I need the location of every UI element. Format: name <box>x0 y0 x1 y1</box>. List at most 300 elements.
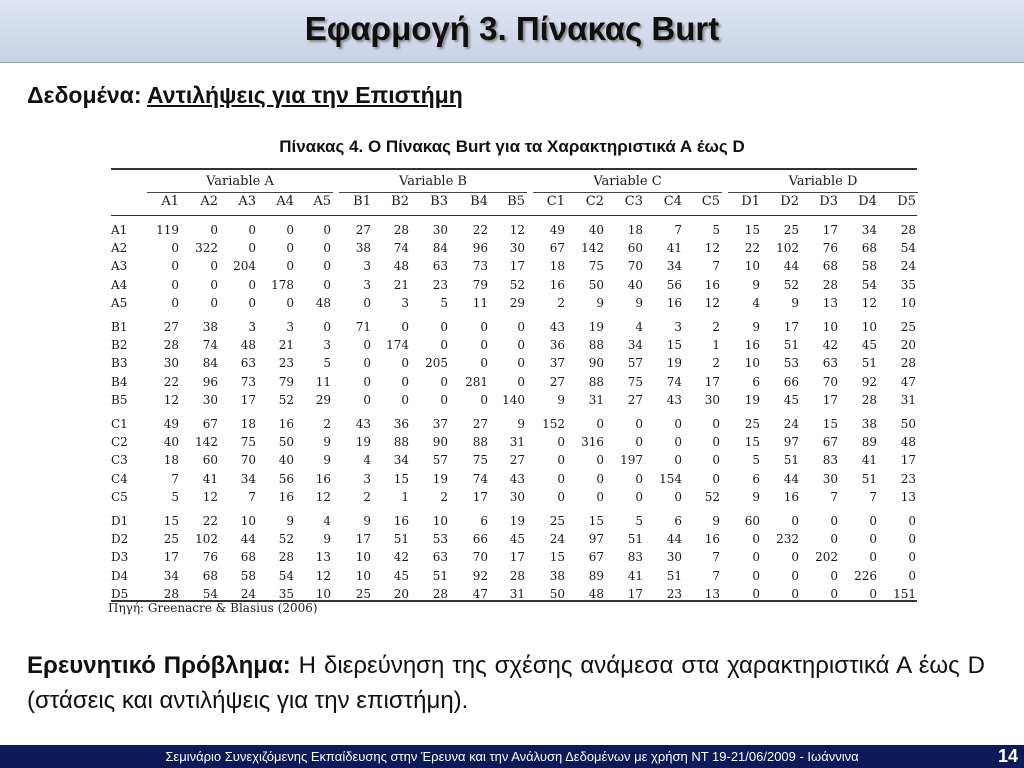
table-cell: 7 <box>830 489 838 504</box>
table-cell: 0 <box>791 550 799 565</box>
table-cell: 42 <box>393 550 409 565</box>
column-header: D3 <box>819 194 838 209</box>
table-cell: 0 <box>674 435 682 450</box>
table-cell: 4 <box>635 320 643 334</box>
table-cell: 23 <box>278 356 294 371</box>
table-cell: 0 <box>440 374 448 389</box>
table-cell: 34 <box>163 568 179 583</box>
table-cell: 0 <box>557 489 565 504</box>
table-cell: 27 <box>355 223 371 237</box>
table-cell: 24 <box>900 259 916 274</box>
table-cell: 316 <box>581 435 604 450</box>
table-cell: 17 <box>627 586 643 601</box>
table-cell: 74 <box>666 374 682 389</box>
table-cell: 3 <box>363 471 371 486</box>
column-header: B1 <box>353 194 371 209</box>
table-cell: 0 <box>171 295 179 310</box>
table-cell: 2 <box>440 489 448 504</box>
column-header: A3 <box>238 194 256 209</box>
table-cell: 0 <box>908 514 916 528</box>
table-cell: 44 <box>783 471 799 486</box>
table-cell: 9 <box>517 417 525 431</box>
table-cell: 0 <box>752 550 760 565</box>
table-cell: 51 <box>666 568 682 583</box>
table-cell: 17 <box>472 489 488 504</box>
table-cell: 31 <box>509 586 525 601</box>
table-cell: 44 <box>666 532 682 547</box>
table-cell: 3 <box>674 320 682 334</box>
table-cell: 3 <box>363 259 371 274</box>
table-cell: 10 <box>744 259 760 274</box>
table-cell: 10 <box>355 568 371 583</box>
table-cell: 0 <box>869 550 877 565</box>
table-cell: 83 <box>822 453 838 468</box>
table-cell: 18 <box>627 223 643 237</box>
table-cell: 0 <box>363 338 371 353</box>
table-cell: 13 <box>315 550 331 565</box>
table-cell: 152 <box>542 417 565 431</box>
table-cell: 0 <box>323 320 331 334</box>
table-cell: 25 <box>783 223 799 237</box>
table-cell: 30 <box>704 392 720 407</box>
table-cell: 16 <box>783 489 799 504</box>
table-cell: 10 <box>355 550 371 565</box>
table-cell: 0 <box>557 453 565 468</box>
variable-group-header: Variable A <box>147 171 333 193</box>
table-cell: 21 <box>278 338 294 353</box>
table-cell: 43 <box>509 471 525 486</box>
table-cell: 70 <box>627 259 643 274</box>
table-cell: 28 <box>822 277 838 292</box>
column-header: A5 <box>313 194 331 209</box>
table-cell: 19 <box>355 435 371 450</box>
table-cell: 12 <box>315 489 331 504</box>
table-cell: 90 <box>588 356 604 371</box>
table-cell: 35 <box>278 586 294 601</box>
table-cell: 71 <box>355 320 371 334</box>
column-header: C1 <box>546 194 565 209</box>
table-cell: 75 <box>240 435 256 450</box>
table-cell: 92 <box>472 568 488 583</box>
table-cell: 0 <box>323 277 331 292</box>
table-cell: 15 <box>666 338 682 353</box>
table-cell: 0 <box>401 356 409 371</box>
table-cell: 84 <box>202 356 218 371</box>
table-cell: 44 <box>240 532 256 547</box>
table-cell: 0 <box>869 532 877 547</box>
table-cell: 41 <box>861 453 877 468</box>
table-cell: 30 <box>822 471 838 486</box>
table-cell: 28 <box>393 223 409 237</box>
table-cell: 89 <box>588 568 604 583</box>
table-cell: 67 <box>202 417 218 431</box>
table-cell: 15 <box>549 550 565 565</box>
table-cell: 119 <box>156 223 179 237</box>
table-cell: 76 <box>202 550 218 565</box>
table-cell: 16 <box>278 489 294 504</box>
table-cell: 9 <box>286 514 294 528</box>
table-cell: 66 <box>472 532 488 547</box>
column-header: B3 <box>430 194 448 209</box>
table-cell: 7 <box>712 550 720 565</box>
table-cell: 12 <box>704 295 720 310</box>
table-cell: 17 <box>240 392 256 407</box>
table-cell: 31 <box>509 435 525 450</box>
column-header: D2 <box>780 194 799 209</box>
row-label: C2 <box>111 435 128 450</box>
column-header: C5 <box>701 194 720 209</box>
table-cell: 24 <box>783 417 799 431</box>
table-cell: 0 <box>830 532 838 547</box>
table-cell: 57 <box>627 356 643 371</box>
table-cell: 50 <box>549 586 565 601</box>
table-cell: 17 <box>822 392 838 407</box>
row-label: B1 <box>111 320 128 334</box>
table-cell: 10 <box>744 356 760 371</box>
table-cell: 52 <box>704 489 720 504</box>
data-topic-link[interactable]: Αντιλήψεις για την Επιστήμη <box>147 82 463 108</box>
table-cell: 0 <box>248 295 256 310</box>
table-cell: 17 <box>509 259 525 274</box>
column-header: D1 <box>741 194 760 209</box>
table-cell: 73 <box>240 374 256 389</box>
table-cell: 28 <box>509 568 525 583</box>
table-cell: 9 <box>596 295 604 310</box>
table-cell: 202 <box>815 550 838 565</box>
research-problem <box>27 648 985 718</box>
table-cell: 70 <box>472 550 488 565</box>
table-cell: 7 <box>171 471 179 486</box>
table-cell: 16 <box>666 295 682 310</box>
table-cell: 0 <box>517 320 525 334</box>
table-cell: 0 <box>440 392 448 407</box>
table-cell: 5 <box>440 295 448 310</box>
table-cell: 0 <box>480 338 488 353</box>
table-cell: 58 <box>240 568 256 583</box>
table-cell: 142 <box>195 435 218 450</box>
table-cell: 97 <box>588 532 604 547</box>
table-cell: 15 <box>744 223 760 237</box>
table-cell: 74 <box>472 471 488 486</box>
table-cell: 52 <box>509 277 525 292</box>
table-cell: 17 <box>509 550 525 565</box>
table-cell: 67 <box>588 550 604 565</box>
table-rule <box>111 215 917 216</box>
table-cell: 0 <box>363 356 371 371</box>
table-cell: 0 <box>557 435 565 450</box>
table-cell: 10 <box>240 514 256 528</box>
table-cell: 0 <box>752 586 760 601</box>
variable-group-header: Variable C <box>533 171 722 193</box>
table-cell: 58 <box>861 259 877 274</box>
table-cell: 0 <box>210 223 218 237</box>
table-cell: 12 <box>163 392 179 407</box>
table-cell: 0 <box>712 471 720 486</box>
row-label: D5 <box>111 586 129 601</box>
row-label: A2 <box>111 241 128 256</box>
table-cell: 70 <box>822 374 838 389</box>
table-cell: 48 <box>315 295 331 310</box>
table-cell: 23 <box>432 277 448 292</box>
table-cell: 25 <box>355 586 371 601</box>
table-cell: 18 <box>163 453 179 468</box>
row-label: D3 <box>111 550 129 565</box>
table-cell: 22 <box>744 241 760 256</box>
table-cell: 7 <box>712 568 720 583</box>
table-cell: 79 <box>472 277 488 292</box>
table-cell: 38 <box>549 568 565 583</box>
table-cell: 7 <box>869 489 877 504</box>
table-cell: 9 <box>323 435 331 450</box>
table-cell: 102 <box>195 532 218 547</box>
table-cell: 5 <box>323 356 331 371</box>
slide-title: Εφαρμογή 3. Πίνακας Burt <box>304 10 720 47</box>
table-cell: 31 <box>900 392 916 407</box>
table-cell: 60 <box>744 514 760 528</box>
table-cell: 17 <box>355 532 371 547</box>
table-cell: 3 <box>248 320 256 334</box>
table-cell: 48 <box>240 338 256 353</box>
footer-text: Σεμινάριο Συνεχιζόμενης Εκπαίδευσης στην Έρευνα και την Ανάλυση Δεδομένων με χρήση ΝΤ 19-21/06/2009 - Ιωάννινα <box>165 749 859 764</box>
column-header: B4 <box>470 194 488 209</box>
table-cell: 140 <box>502 392 525 407</box>
variable-group-header: Variable D <box>728 171 918 193</box>
table-cell: 96 <box>202 374 218 389</box>
table-cell: 27 <box>509 453 525 468</box>
table-cell: 0 <box>752 532 760 547</box>
table-cell: 0 <box>791 514 799 528</box>
table-cell: 2 <box>557 295 565 310</box>
table-cell: 54 <box>278 568 294 583</box>
table-cell: 0 <box>830 568 838 583</box>
table-cell: 205 <box>425 356 448 371</box>
table-cell: 13 <box>900 489 916 504</box>
table-caption: Πίνακας 4. Ο Πίνακας Burt για τα Χαρακτηριστικά Α έως D <box>279 137 745 156</box>
research-problem-label: Ερευνητικό Πρόβλημα: <box>27 652 291 679</box>
table-cell: 28 <box>900 356 916 371</box>
table-cell: 18 <box>549 259 565 274</box>
table-cell: 0 <box>752 568 760 583</box>
table-cell: 281 <box>465 374 488 389</box>
table-cell: 2 <box>712 320 720 334</box>
table-cell: 23 <box>666 586 682 601</box>
table-cell: 38 <box>355 241 371 256</box>
table-cell: 28 <box>900 223 916 237</box>
table-cell: 0 <box>248 241 256 256</box>
column-header: A1 <box>161 194 179 209</box>
table-cell: 30 <box>202 392 218 407</box>
table-cell: 154 <box>659 471 682 486</box>
table-cell: 0 <box>171 241 179 256</box>
table-cell: 76 <box>822 241 838 256</box>
table-cell: 0 <box>791 586 799 601</box>
table-cell: 4 <box>323 514 331 528</box>
table-cell: 68 <box>822 259 838 274</box>
table-cell: 0 <box>674 453 682 468</box>
table-cell: 57 <box>432 453 448 468</box>
table-cell: 41 <box>202 471 218 486</box>
table-cell: 0 <box>596 471 604 486</box>
table-cell: 34 <box>627 338 643 353</box>
table-cell: 0 <box>248 277 256 292</box>
table-cell: 6 <box>674 514 682 528</box>
table-rule <box>111 168 917 170</box>
table-cell: 0 <box>248 223 256 237</box>
row-label: C1 <box>111 417 128 431</box>
row-label: A1 <box>111 223 128 237</box>
table-cell: 9 <box>712 514 720 528</box>
table-cell: 16 <box>393 514 409 528</box>
table-cell: 43 <box>666 392 682 407</box>
table-cell: 79 <box>278 374 294 389</box>
table-cell: 0 <box>635 489 643 504</box>
row-label: D2 <box>111 532 129 547</box>
table-cell: 15 <box>744 435 760 450</box>
table-cell: 0 <box>401 320 409 334</box>
table-cell: 12 <box>861 295 877 310</box>
table-cell: 22 <box>163 374 179 389</box>
table-cell: 31 <box>588 392 604 407</box>
table-cell: 16 <box>704 532 720 547</box>
table-cell: 0 <box>791 568 799 583</box>
table-cell: 45 <box>783 392 799 407</box>
table-cell: 0 <box>171 259 179 274</box>
column-header: B2 <box>391 194 409 209</box>
table-cell: 10 <box>315 586 331 601</box>
table-cell: 0 <box>908 532 916 547</box>
table-cell: 322 <box>195 241 218 256</box>
table-cell: 0 <box>210 295 218 310</box>
table-cell: 0 <box>830 514 838 528</box>
table-cell: 67 <box>822 435 838 450</box>
table-cell: 20 <box>393 586 409 601</box>
table-cell: 232 <box>776 532 799 547</box>
table-cell: 0 <box>323 241 331 256</box>
table-cell: 30 <box>666 550 682 565</box>
table-cell: 48 <box>900 435 916 450</box>
table-cell: 29 <box>315 392 331 407</box>
page-number: 14 <box>997 746 1018 766</box>
table-cell: 0 <box>440 338 448 353</box>
table-cell: 30 <box>509 489 525 504</box>
research-problem-text: Η διερεύνηση της σχέσης ανάμεσα στα χαρακτηριστικά Α έως D (στάσεις και αντιλήψεις για την επιστήμη). <box>27 652 985 714</box>
table-cell: 60 <box>627 241 643 256</box>
table-cell: 66 <box>783 374 799 389</box>
row-label: B2 <box>111 338 128 353</box>
table-cell: 50 <box>900 417 916 431</box>
table-cell: 54 <box>900 241 916 256</box>
table-cell: 54 <box>861 277 877 292</box>
table-cell: 17 <box>900 453 916 468</box>
table-cell: 0 <box>908 550 916 565</box>
table-cell: 34 <box>861 223 877 237</box>
table-cell: 40 <box>278 453 294 468</box>
table-cell: 43 <box>549 320 565 334</box>
table-cell: 25 <box>744 417 760 431</box>
column-header: A4 <box>276 194 294 209</box>
table-cell: 50 <box>588 277 604 292</box>
column-header: D5 <box>897 194 916 209</box>
table-cell: 51 <box>432 568 448 583</box>
table-cell: 15 <box>163 514 179 528</box>
data-heading <box>27 82 463 109</box>
table-cell: 2 <box>323 417 331 431</box>
table-cell: 0 <box>480 356 488 371</box>
column-header: A2 <box>200 194 218 209</box>
table-cell: 19 <box>666 356 682 371</box>
table-cell: 97 <box>783 435 799 450</box>
table-cell: 9 <box>752 277 760 292</box>
table-cell: 30 <box>432 223 448 237</box>
table-cell: 4 <box>752 295 760 310</box>
table-cell: 51 <box>783 338 799 353</box>
table-cell: 178 <box>271 277 294 292</box>
table-cell: 63 <box>432 259 448 274</box>
table-cell: 60 <box>202 453 218 468</box>
column-header: C2 <box>585 194 604 209</box>
table-cell: 226 <box>854 568 877 583</box>
table-cell: 5 <box>635 514 643 528</box>
row-label: A3 <box>111 259 128 274</box>
table-cell: 25 <box>900 320 916 334</box>
table-cell: 40 <box>588 223 604 237</box>
table-cell: 0 <box>286 259 294 274</box>
table-cell: 28 <box>432 586 448 601</box>
row-label: C5 <box>111 489 128 504</box>
table-cell: 68 <box>240 550 256 565</box>
table-cell: 3 <box>401 295 409 310</box>
title-bar <box>0 0 1024 63</box>
table-cell: 2 <box>712 356 720 371</box>
table-cell: 9 <box>363 514 371 528</box>
table-cell: 12 <box>315 568 331 583</box>
table-cell: 51 <box>861 471 877 486</box>
table-cell: 0 <box>286 295 294 310</box>
table-cell: 41 <box>666 241 682 256</box>
table-cell: 0 <box>440 320 448 334</box>
table-cell: 49 <box>549 223 565 237</box>
table-cell: 0 <box>869 514 877 528</box>
table-cell: 45 <box>393 568 409 583</box>
table-cell: 151 <box>893 586 916 601</box>
row-label: A4 <box>111 277 128 292</box>
table-cell: 19 <box>744 392 760 407</box>
table-cell: 34 <box>666 259 682 274</box>
table-cell: 0 <box>171 277 179 292</box>
table-cell: 7 <box>248 489 256 504</box>
table-cell: 5 <box>171 489 179 504</box>
table-cell: 16 <box>744 338 760 353</box>
table-cell: 38 <box>202 320 218 334</box>
table-cell: 11 <box>315 374 331 389</box>
table-cell: 0 <box>635 471 643 486</box>
table-cell: 9 <box>791 295 799 310</box>
table-cell: 9 <box>635 295 643 310</box>
row-label: D1 <box>111 514 129 528</box>
table-cell: 25 <box>549 514 565 528</box>
table-cell: 17 <box>163 550 179 565</box>
table-cell: 37 <box>432 417 448 431</box>
table-cell: 28 <box>278 550 294 565</box>
table-cell: 17 <box>822 223 838 237</box>
table-cell: 27 <box>549 374 565 389</box>
table-cell: 16 <box>704 277 720 292</box>
table-cell: 19 <box>432 471 448 486</box>
table-cell: 0 <box>517 356 525 371</box>
column-header: B5 <box>507 194 525 209</box>
burt-table <box>111 168 917 600</box>
table-cell: 5 <box>752 453 760 468</box>
